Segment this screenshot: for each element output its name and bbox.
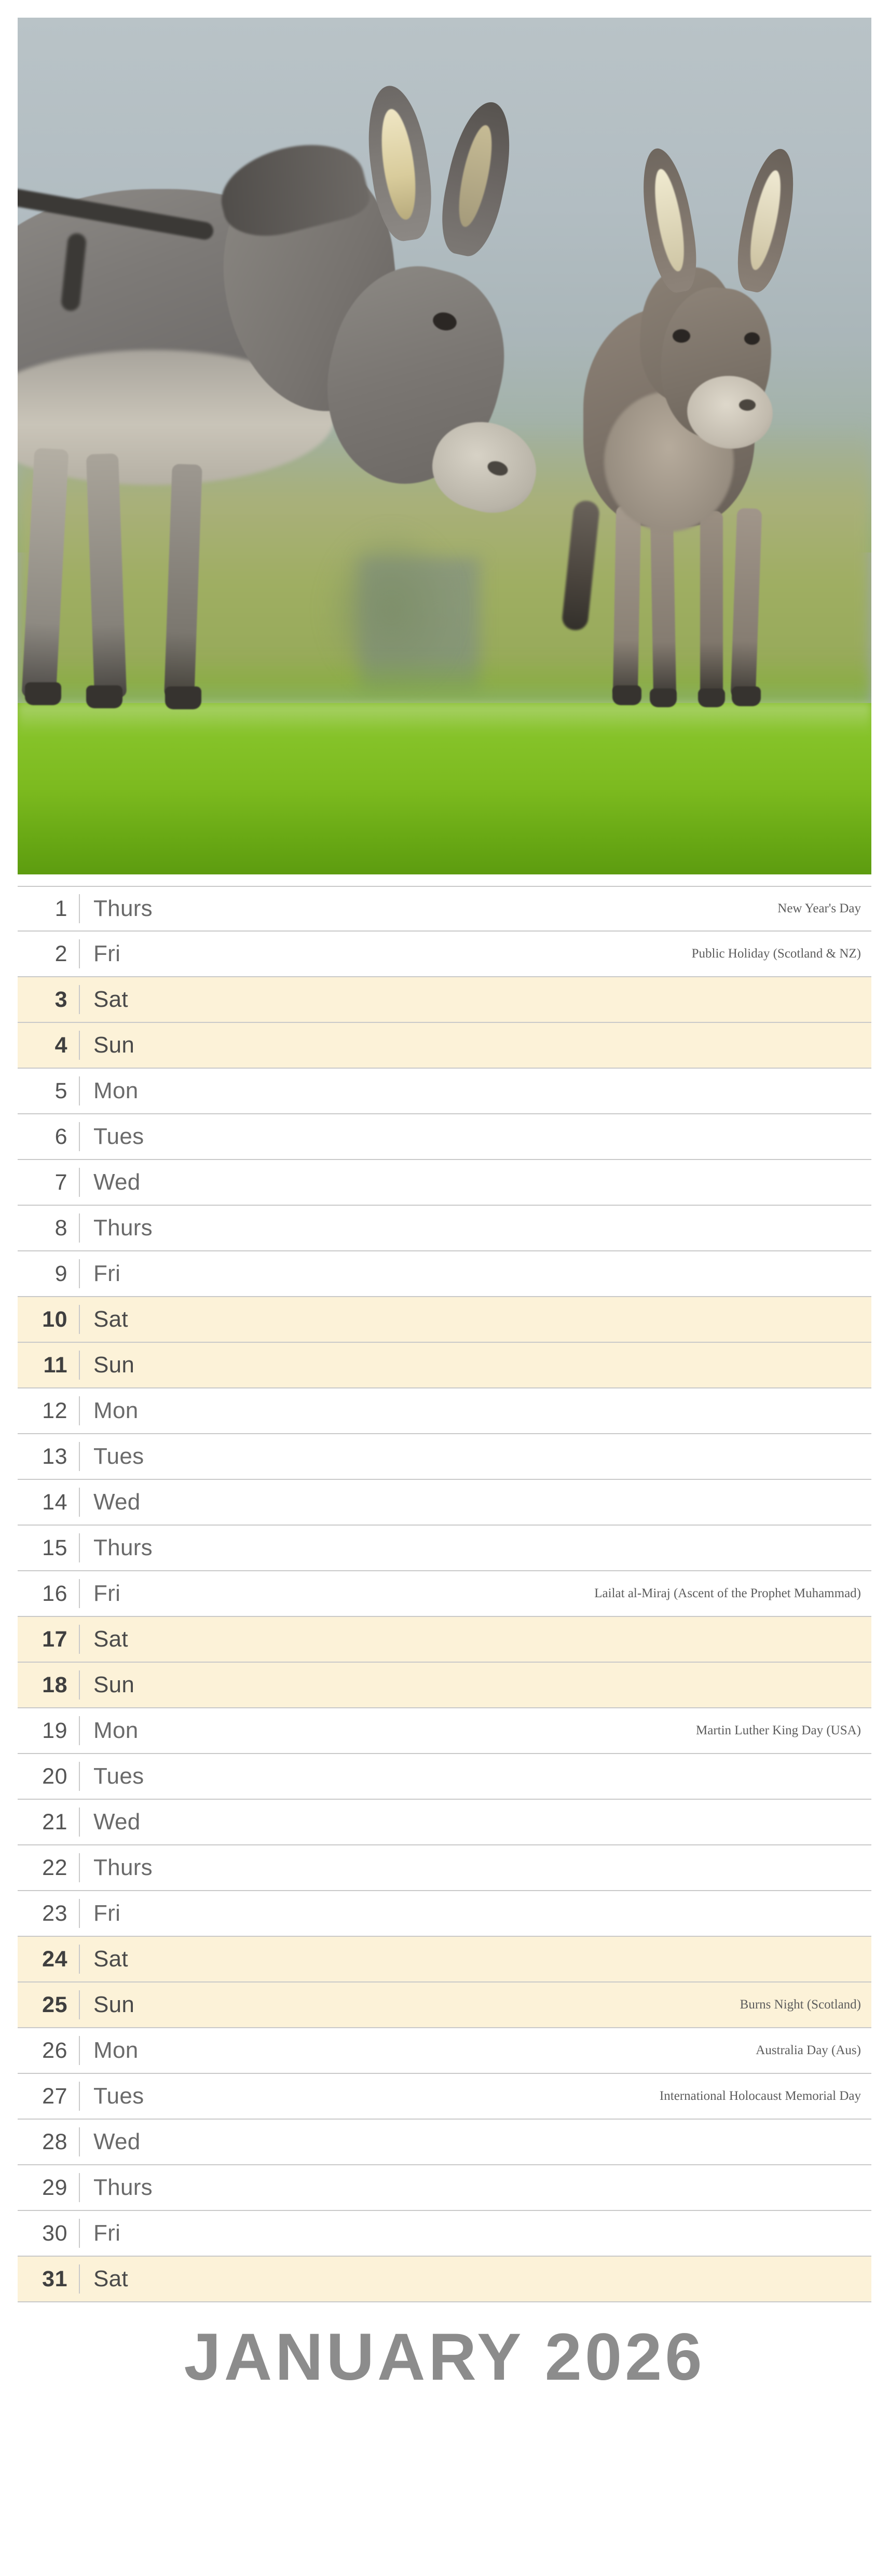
day-name: Mon [93,1398,139,1423]
day-number: 12 [42,1398,67,1423]
foal-hoof-4 [732,686,761,706]
day-number: 23 [42,1900,67,1926]
day-list [18,886,871,2302]
day-number: 20 [42,1763,67,1789]
day-number: 10 [42,1306,67,1332]
day-number: 13 [42,1444,67,1469]
day-row[interactable] [18,886,871,932]
day-row[interactable] [18,2211,871,2257]
day-name: Mon [93,2038,139,2063]
day-name: Sun [93,1352,135,1378]
adult-donkey-hoof-rear [165,686,201,709]
day-number: 7 [54,1169,67,1195]
day-row[interactable] [18,1526,871,1571]
day-number: 30 [42,2220,67,2246]
day-number: 16 [42,1581,67,1606]
day-number: 9 [54,1261,67,1286]
day-note: International Holocaust Memorial Day [659,2089,861,2103]
day-note: Burns Night (Scotland) [740,1998,861,2012]
day-row[interactable] [18,2028,871,2074]
day-name: Thurs [93,1215,153,1240]
day-note: Australia Day (Aus) [756,2043,861,2057]
day-row[interactable] [18,1480,871,1526]
day-row[interactable] [18,1114,871,1160]
day-row[interactable] [18,932,871,977]
day-row[interactable] [18,1845,871,1891]
day-name: Fri [93,941,121,966]
day-name: Thurs [93,896,153,921]
day-row[interactable] [18,2257,871,2302]
day-name: Sat [93,1946,128,1972]
day-row[interactable] [18,1206,871,1251]
day-number: 25 [42,1992,67,2017]
day-row[interactable] [18,1982,871,2028]
day-number: 26 [42,2038,67,2063]
day-name: Mon [93,1078,139,1103]
calendar-footer [18,2302,871,2394]
day-note: Lailat al-Miraj (Ascent of the Prophet Muhammad) [594,1586,861,1600]
day-name: Fri [93,1900,121,1926]
day-row[interactable] [18,1069,871,1114]
day-row[interactable] [18,1023,871,1069]
day-number: 24 [42,1946,67,1972]
foal-leg-3 [700,511,723,698]
day-number: 19 [42,1718,67,1743]
header-photo [18,18,871,874]
day-row[interactable] [18,1388,871,1434]
day-row[interactable] [18,977,871,1023]
day-number: 2 [54,941,67,966]
day-name: Thurs [93,2175,153,2200]
day-number: 11 [43,1352,67,1378]
day-row[interactable] [18,1754,871,1800]
day-name: Wed [93,1489,141,1515]
day-row[interactable] [18,2074,871,2120]
day-row[interactable] [18,1571,871,1617]
day-name: Tues [93,2083,144,2109]
day-note: New Year's Day [777,901,861,915]
day-number: 15 [42,1535,67,1560]
day-number: 14 [42,1489,67,1515]
day-row[interactable] [18,1297,871,1343]
day-row[interactable] [18,1617,871,1663]
day-name: Wed [93,1169,141,1195]
day-name: Sun [93,1032,135,1058]
day-number: 5 [54,1078,67,1103]
day-number: 22 [42,1855,67,1880]
day-note: Public Holiday (Scotland & NZ) [691,947,861,961]
adult-donkey-hoof-mid [86,685,122,708]
day-name: Fri [93,1581,121,1606]
day-name: Tues [93,1444,144,1469]
day-name: Sun [93,1992,135,2017]
day-row[interactable] [18,2165,871,2211]
foal-hoof-2 [650,689,677,707]
day-row[interactable] [18,1251,871,1297]
day-name: Sat [93,987,128,1012]
day-name: Wed [93,1809,141,1835]
day-name: Thurs [93,1535,153,1560]
day-number: 6 [54,1124,67,1149]
day-name: Thurs [93,1855,153,1880]
foal-eye-left [673,329,690,343]
day-number: 27 [42,2083,67,2109]
day-name: Sat [93,1626,128,1652]
day-number: 28 [42,2129,67,2154]
day-row[interactable] [18,1937,871,1982]
day-number: 1 [54,896,67,921]
day-name: Tues [93,1763,144,1789]
day-row[interactable] [18,1891,871,1937]
day-number: 21 [42,1809,67,1835]
day-name: Sat [93,1306,128,1332]
day-row[interactable] [18,1434,871,1480]
day-name: Sun [93,1672,135,1697]
foal-hoof-3 [698,689,725,707]
day-number: 3 [54,987,67,1012]
day-number: 31 [42,2266,67,2291]
day-row[interactable] [18,1800,871,1845]
day-name: Sat [93,2266,128,2291]
day-row[interactable] [18,2120,871,2165]
foal-leg-2 [650,511,676,698]
day-number: 4 [54,1032,67,1058]
adult-donkey-hoof-front [25,682,61,705]
photo-grass [18,703,871,874]
day-number: 29 [42,2175,67,2200]
day-name: Fri [93,2220,121,2246]
day-row[interactable] [18,1663,871,1708]
day-name: Wed [93,2129,141,2154]
day-name: Mon [93,1718,139,1743]
day-row[interactable] [18,1343,871,1388]
day-number: 18 [42,1672,67,1697]
foal-eye-right [744,332,760,345]
foal-nostril [739,399,756,411]
foal-hoof-1 [612,685,641,705]
day-number: 17 [42,1626,67,1652]
day-note: Martin Luther King Day (USA) [696,1723,861,1737]
foal-leg-1 [613,506,641,698]
day-row[interactable] [18,1708,871,1754]
day-number: 8 [54,1215,67,1240]
month-title: JANUARY 2026 [184,2320,705,2394]
day-name: Fri [93,1261,121,1286]
day-row[interactable] [18,1160,871,1206]
day-name: Tues [93,1124,144,1149]
